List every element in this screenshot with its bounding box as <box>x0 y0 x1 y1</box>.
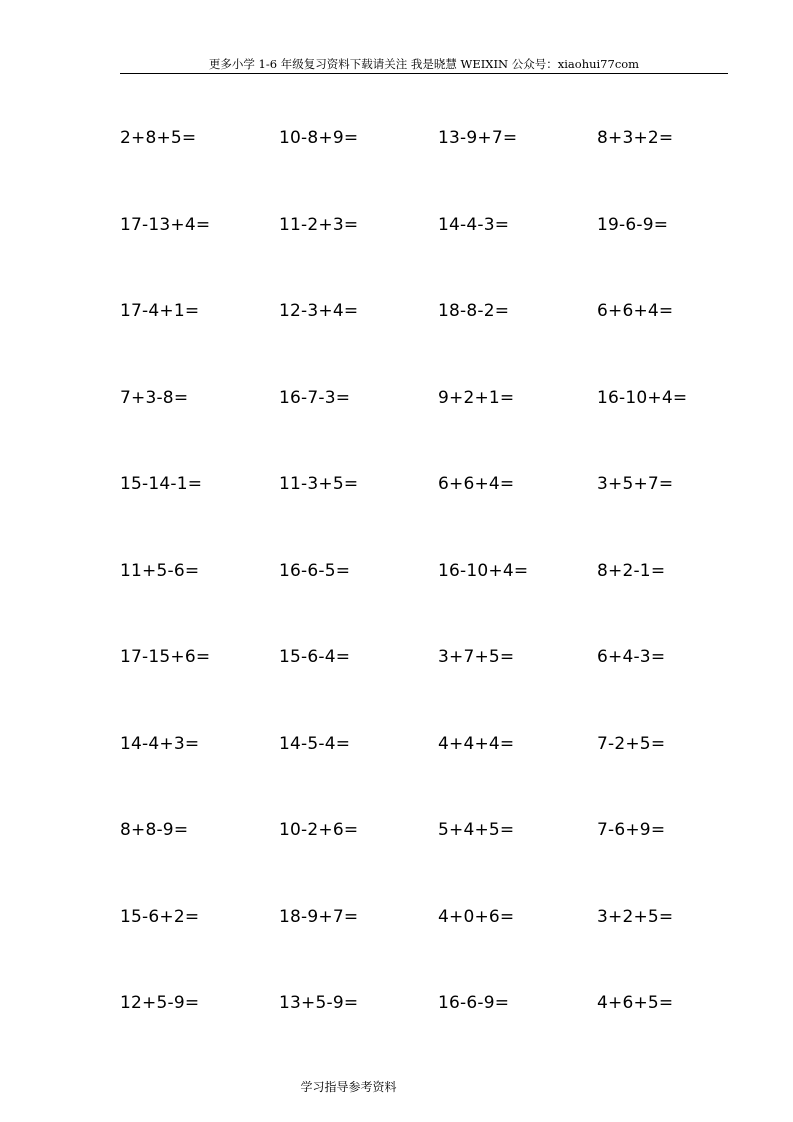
page-header-text: 更多小学 1-6 年级复习资料下载请关注 我是晓慧 WEIXIN 公众号：xiaohui77com <box>208 57 640 71</box>
math-problem: 8+2-1= <box>597 560 666 581</box>
math-problem: 14-5-4= <box>279 733 351 754</box>
math-problem: 10-2+6= <box>279 820 359 840</box>
math-problem: 9+2+1= <box>438 387 515 408</box>
problem-row <box>120 992 740 1079</box>
math-problem: 17-13+4= <box>120 214 211 235</box>
math-problem: 18-8-2= <box>438 301 510 321</box>
page-footer-text: 学习指导参考资料 <box>300 1080 397 1094</box>
math-problem: 3+7+5= <box>438 647 515 667</box>
math-problem: 18-9+7= <box>279 906 359 927</box>
math-problem: 12-3+4= <box>279 301 359 321</box>
math-problem: 14-4+3= <box>120 733 200 754</box>
math-problem: 3+2+5= <box>597 906 674 927</box>
math-problem: 11+5-6= <box>120 560 200 581</box>
math-problem: 6+6+4= <box>438 474 515 494</box>
problem-row <box>120 819 740 906</box>
math-problem: 4+4+4= <box>438 733 515 754</box>
math-problem: 4+6+5= <box>597 993 674 1013</box>
math-problem: 4+0+6= <box>438 906 515 927</box>
math-problem: 13-9+7= <box>438 128 518 148</box>
math-problem: 16-10+4= <box>597 387 688 408</box>
math-problem: 6+6+4= <box>597 301 674 321</box>
math-problem: 16-6-9= <box>438 993 510 1013</box>
problem-row <box>120 473 740 560</box>
math-problem: 16-7-3= <box>279 387 351 408</box>
math-problem: 10-8+9= <box>279 128 359 148</box>
problem-row <box>120 560 740 647</box>
math-problem: 16-6-5= <box>279 560 351 581</box>
math-problem: 5+4+5= <box>438 820 515 840</box>
math-problem: 7-2+5= <box>597 733 666 754</box>
math-problem: 16-10+4= <box>438 560 529 581</box>
problem-row <box>120 906 740 993</box>
math-problem: 15-6-4= <box>279 647 351 667</box>
math-problem: 6+4-3= <box>597 647 666 667</box>
math-problem: 11-2+3= <box>279 214 359 235</box>
math-problem: 7-6+9= <box>597 820 666 840</box>
math-problem: 8+3+2= <box>597 128 674 148</box>
problem-row <box>120 300 740 387</box>
problem-row <box>120 387 740 474</box>
math-problem: 15-6+2= <box>120 906 200 927</box>
problem-row <box>120 214 740 301</box>
math-problem: 8+8-9= <box>120 820 189 840</box>
math-problem: 15-14-1= <box>120 474 203 494</box>
arithmetic-problem-grid <box>120 127 740 1079</box>
math-problem: 14-4-3= <box>438 214 510 235</box>
problem-row <box>120 646 740 733</box>
math-problem: 19-6-9= <box>597 214 669 235</box>
problem-row <box>120 127 740 214</box>
problem-row <box>120 733 740 820</box>
header-divider <box>120 73 728 74</box>
math-problem: 17-4+1= <box>120 301 200 321</box>
math-problem: 11-3+5= <box>279 474 359 494</box>
math-problem: 3+5+7= <box>597 474 674 494</box>
math-problem: 17-15+6= <box>120 647 211 667</box>
math-problem: 12+5-9= <box>120 993 200 1013</box>
math-problem: 13+5-9= <box>279 993 359 1013</box>
math-problem: 7+3-8= <box>120 387 189 408</box>
math-problem: 2+8+5= <box>120 128 197 148</box>
